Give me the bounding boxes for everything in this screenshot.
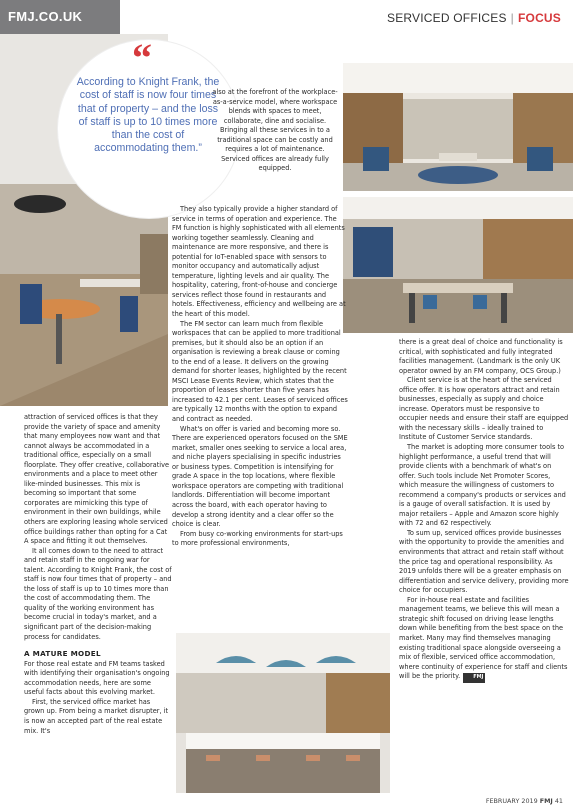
paragraph: The market is adopting more consumer tools to highlight performance, a useful trend that will provide clients with a benchmark of what's on offer. Such tools include Net Promoter Scores, which measure the willingness of customers to recommend a company's products or services and is a gauge of overall satisfaction. It is used by major retailers – Apple and Amazon score highly with 72 and 62 respectively. <box>399 443 566 528</box>
paragraph: First, the serviced office market has grown up. From being a market disrupter, it is now an accepted part of the real estate mix. It's <box>24 697 169 735</box>
subheading: A MATURE MODEL <box>24 649 101 659</box>
end-mark-icon: FMJ <box>463 673 485 683</box>
paragraph: What's on offer is varied and becoming more so. There are experienced operators focused on the SME market, smaller ones seeking to service a local area, and niche players specialising in specific industries or business types. Competition is intensifying for grade A space in the top locations, where flexible workspace operators are competing with traditional landlords. Differentiation will become important across the board, with each operator having to develop a strong identity and a clear offer so the choice is clear. <box>172 424 348 529</box>
photo-kitchen-bar <box>176 633 390 793</box>
paragraph: Client service is at the heart of the serviced office offer. It is how operators attract and retain businesses, especially as supply and choice increase. Operators must be responsive to occupier needs and ensure their staff are equipped with the necessary skills – ideally trained to Institute of Customer Service standards. <box>399 376 569 442</box>
paragraph: also at the forefront of the workplace-as-a-service model, where workspace blends with spaces to meet, collaborate, dine and socialise. Bringing all these services in to a traditional space can be costly and requires a lot of maintenance. Serviced offices are already fully equipped. <box>212 88 338 173</box>
section-focus-label: FOCUS <box>518 11 561 25</box>
paragraph-last <box>399 596 569 683</box>
section-separator: | <box>510 11 514 25</box>
photo-meeting-area <box>343 197 573 333</box>
article-column-middle <box>172 205 348 549</box>
section-name: SERVICED OFFICES <box>387 11 507 25</box>
page-header <box>0 0 573 34</box>
paragraph: attraction of serviced offices is that they provide the variety of space and amenity that many employees now want and that cannot always be accommodated in a traditional office, especially on a small floorplate. They offer creative, collaborative environments and a place to meet other like-minded businesses. This mix is becoming so important that some corporates are mimicking this type of environment in their own buildings, while others are exploring leasing whole serviced office buildings rather than opting for a Cat A space and fitting it out themselves. <box>24 413 170 546</box>
paragraph: They also typically provide a higher standard of service in terms of operation and experience. The FM function is highly sophisticated with all elements working together seamlessly. Cleaning and maintenance are more responsive, and there is potential for IoT-enabled space with sensors to monitor occupancy and automatically adjust temperature, lighting levels and air quality. The hospitality, catering, front-of-house and concierge services reflect those found in restaurants and hotels. Effectiveness, efficiency and wellbeing are at the heart of this model. <box>172 205 346 319</box>
page-number: 41 <box>554 797 563 805</box>
paragraph-text: For in-house real estate and facilities management teams, we believe this will mean a strategic shift focused on driving lease lengths down while benefiting from the best space on the market. Many may find themselves managing existing traditional space alongside overseeing a mix of flexible, serviced office accommodation, where continuity of experience for staff and clients will be the priority. <box>399 595 568 681</box>
quote-mark-icon: “ <box>132 35 152 80</box>
paragraph: It all comes down to the need to attract and retain staff in the ongoing war for talent. According to Knight Frank, the cost of staff is now four times that of property – and the loss of staff is up to 10 times more than the cost of accommodating them. The quality of the working environment has become crucial in today's market, and a significant part of the decision-making process for candidates. <box>24 546 172 641</box>
pull-quote-text: According to Knight Frank, the cost of staff is now four times that of property – and the loss of staff is up to 10 times more than the cost of accommodating them.” <box>76 76 220 155</box>
brand-box <box>0 0 120 34</box>
section-heading <box>387 11 561 25</box>
paragraph: From busy co-working environments for start-ups to more professional environments, <box>172 529 343 548</box>
footer-magazine: FMJ <box>539 797 553 805</box>
paragraph: there is a great deal of choice and functionality is critical, with sophisticated and fully integrated facilities management. (Landmark is the only UK operator owned by an FM company, OCS Group.) <box>399 338 563 375</box>
paragraph: To sum up, serviced offices provide businesses with the opportunity to provide the amenities and environments that attract and retain staff without the price tag and operational responsibility. As 2019 unfolds there will be a greater emphasis on differentiation and service delivery, providing more choice for occupiers. <box>399 528 569 595</box>
paragraph: The FM sector can learn much from flexible workspaces that can be applied to more traditional premises, but it should also be an option if an organisation is reviewing a break clause or coming to the end of a lease. It delivers on the growing demand for shorter leases, highlighted by the recent MSCI Lease Events Review, which states that the proportion of leases shorter than five years has increased to 42.1 per cent. Leases of serviced offices are typically 12 months with the option to expand and contract as needed. <box>172 319 348 424</box>
paragraph: For those real estate and FM teams tasked with identifying their organisation's ongoing accommodation needs, here are some useful facts about this evolving market. <box>24 659 170 697</box>
footer-date: FEBRUARY 2019 <box>485 797 538 805</box>
page-footer <box>486 797 563 805</box>
brand-logo-text: FMJ.CO.UK <box>8 9 83 24</box>
article-text-mid-top <box>212 88 338 174</box>
article-column-right <box>399 338 569 683</box>
article-column-left <box>24 413 172 736</box>
photo-lobby-seating <box>343 63 573 191</box>
